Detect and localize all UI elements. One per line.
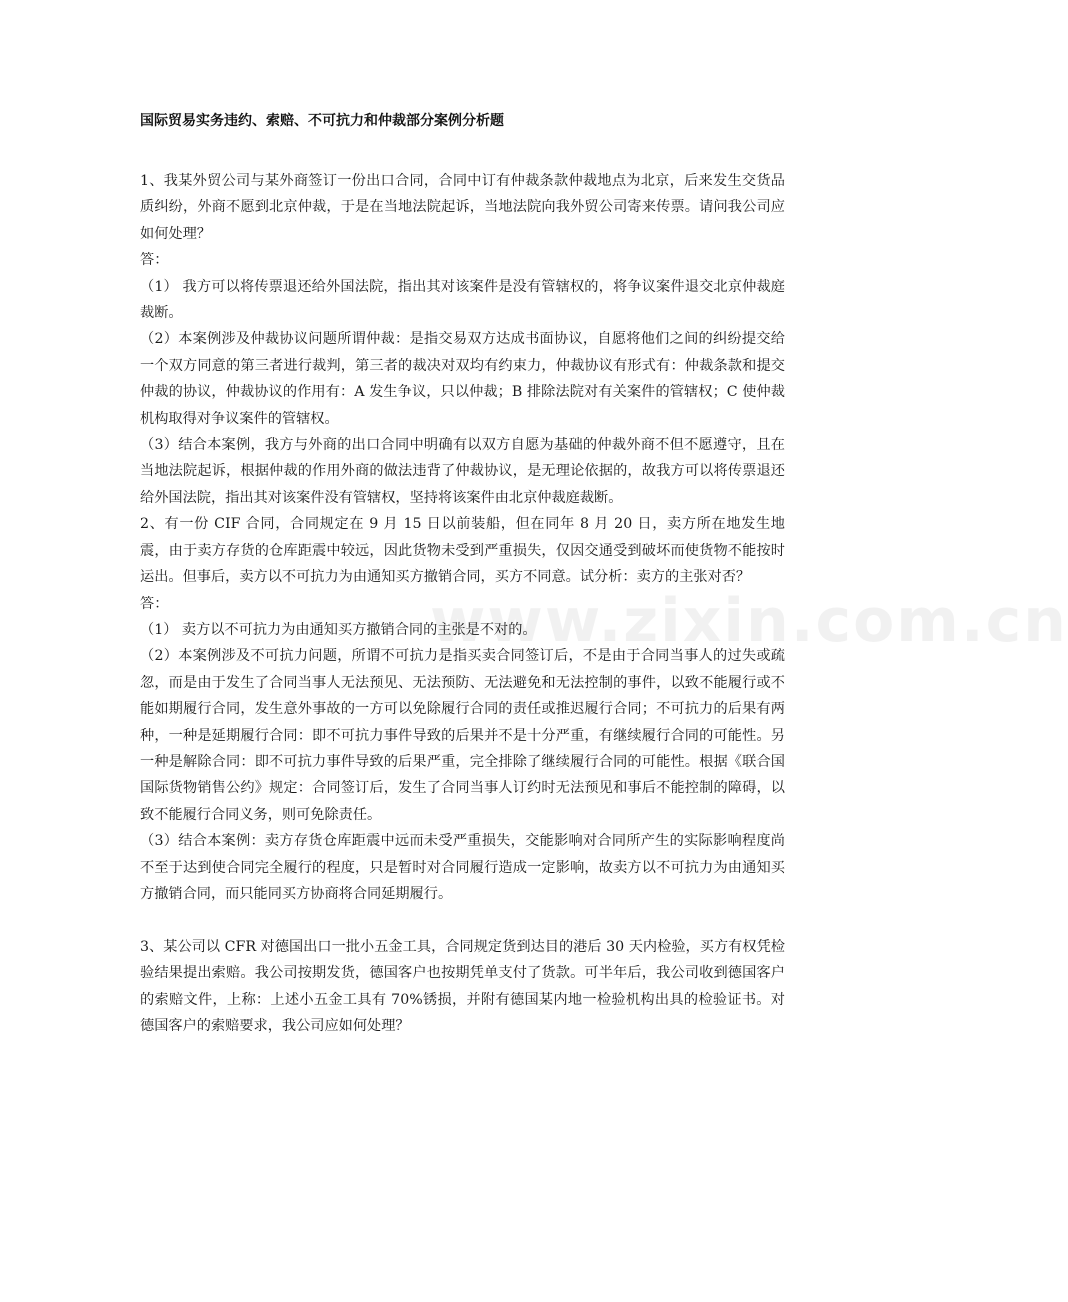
document-page <box>140 108 785 1039</box>
case-2-answer-point-2: （2）本案例涉及不可抗力问题，所谓不可抗力是指买卖合同签订后，不是由于合同当事人的过失或疏忽，而是由于发生了合同当事人无法预见、无法预防、无法避免和无法控制的事件，以致不能履行或不能如期履行合同，发生意外事故的一方可以免除履行合同的责任或推迟履行合同；不可抗力的后果有两种，一种是延期履行合同：即不可抗力事件导致的后果并不是十分严重，有继续履行合同的可能性。另一种是解除合同：即不可抗力事件导致的后果严重，完全排除了继续履行合同的可能性。根据《联合国国际货物销售公约》规定：合同签订后，发生了合同当事人订约时无法预见和事后不能控制的障碍，以致不能履行合同义务，则可免除责任。 <box>140 648 785 823</box>
case-2-question: 2、有一份 CIF 合同，合同规定在 9 月 15 日以前装船，但在同年 8 月 20 日，卖方所在地发生地震，由于卖方存货的仓库距震中较远，因此货物未受到严重损失，仅因交通受到破坏而使货物不能按时运出。但事后，卖方以不可抗力为由通知买方撤销合同，买方不同意。试分析：卖方的主张对否？ <box>140 516 785 586</box>
case-2 <box>140 511 785 907</box>
case-1-answer-point-3: （3）结合本案例，我方与外商的出口合同中明确有以双方自愿为基础的仲裁外商不但不愿遵守，且在当地法院起诉，根据仲裁的作用外商的做法违背了仲裁协议，是无理论依据的，故我方可以将传票退还给外国法院，指出其对该案件没有管辖权，坚持将该案件由北京仲裁庭裁断。 <box>140 437 785 506</box>
watermark-text: www.zixin.com.cn <box>430 586 1068 656</box>
case-1-question: 1、我某外贸公司与某外商签订一份出口合同，合同中订有仲裁条款仲裁地点为北京，后来发生交货品质纠纷，外商不愿到北京仲裁，于是在当地法院起诉，当地法院向我外贸公司寄来传票。请问我公司应如何处理？ <box>140 173 785 242</box>
case-2-answer-point-1: （1） 卖方以不可抗力为由通知买方撤销合同的主张是不对的。 <box>140 621 537 638</box>
case-3-question: 3、某公司以 CFR 对德国出口一批小五金工具，合同规定货到达目的港后 30 天内检验，买方有权凭检验结果提出索赔。我公司按期发货，德国客户也按期凭单支付了货款。可半年后，我公司收到德国客户的索赔文件，上称：上述小五金工具有 70%锈损，并附有德国某内地一检验机构出具的检验证书。对德国客户的索赔要求，我公司应如何处理？ <box>140 938 785 1034</box>
document-title: 国际贸易实务违约、索赔、不可抗力和仲裁部分案例分析题 <box>140 113 504 129</box>
case-1-answer-point-1: （1） 我方可以将传票退还给外国法院，指出其对该案件是没有管辖权的，将争议案件退交北京仲裁庭裁断。 <box>140 278 785 322</box>
case-1-answer-label: 答： <box>140 252 169 269</box>
case-2-answer-point-3: （3）结合本案例：卖方存货仓库距震中远而未受严重损失，交能影响对合同所产生的实际影响程度尚不至于达到使合同完全履行的程度，只是暂时对合同履行造成一定影响，故卖方以不可抗力为由通知买方撤销合同，而只能同买方协商将合同延期履行。 <box>140 833 785 902</box>
paragraph-spacer <box>140 907 785 933</box>
case-3 <box>140 934 785 1040</box>
case-1-answer-point-2: （2）本案例涉及仲裁协议问题所谓仲裁：是指交易双方达成书面协议，自愿将他们之间的纠纷提交给一个双方同意的第三者进行裁判，第三者的裁决对双均有约束力，仲裁协议有形式有：仲裁条款和提交仲裁的协议，仲裁协议的作用有：A 发生争议，只以仲裁；B 排除法院对有关案件的管辖权；C 使仲裁机构取得对争议案件的管辖权。 <box>140 331 785 427</box>
case-1 <box>140 168 785 511</box>
case-2-answer-label: 答： <box>140 595 169 612</box>
